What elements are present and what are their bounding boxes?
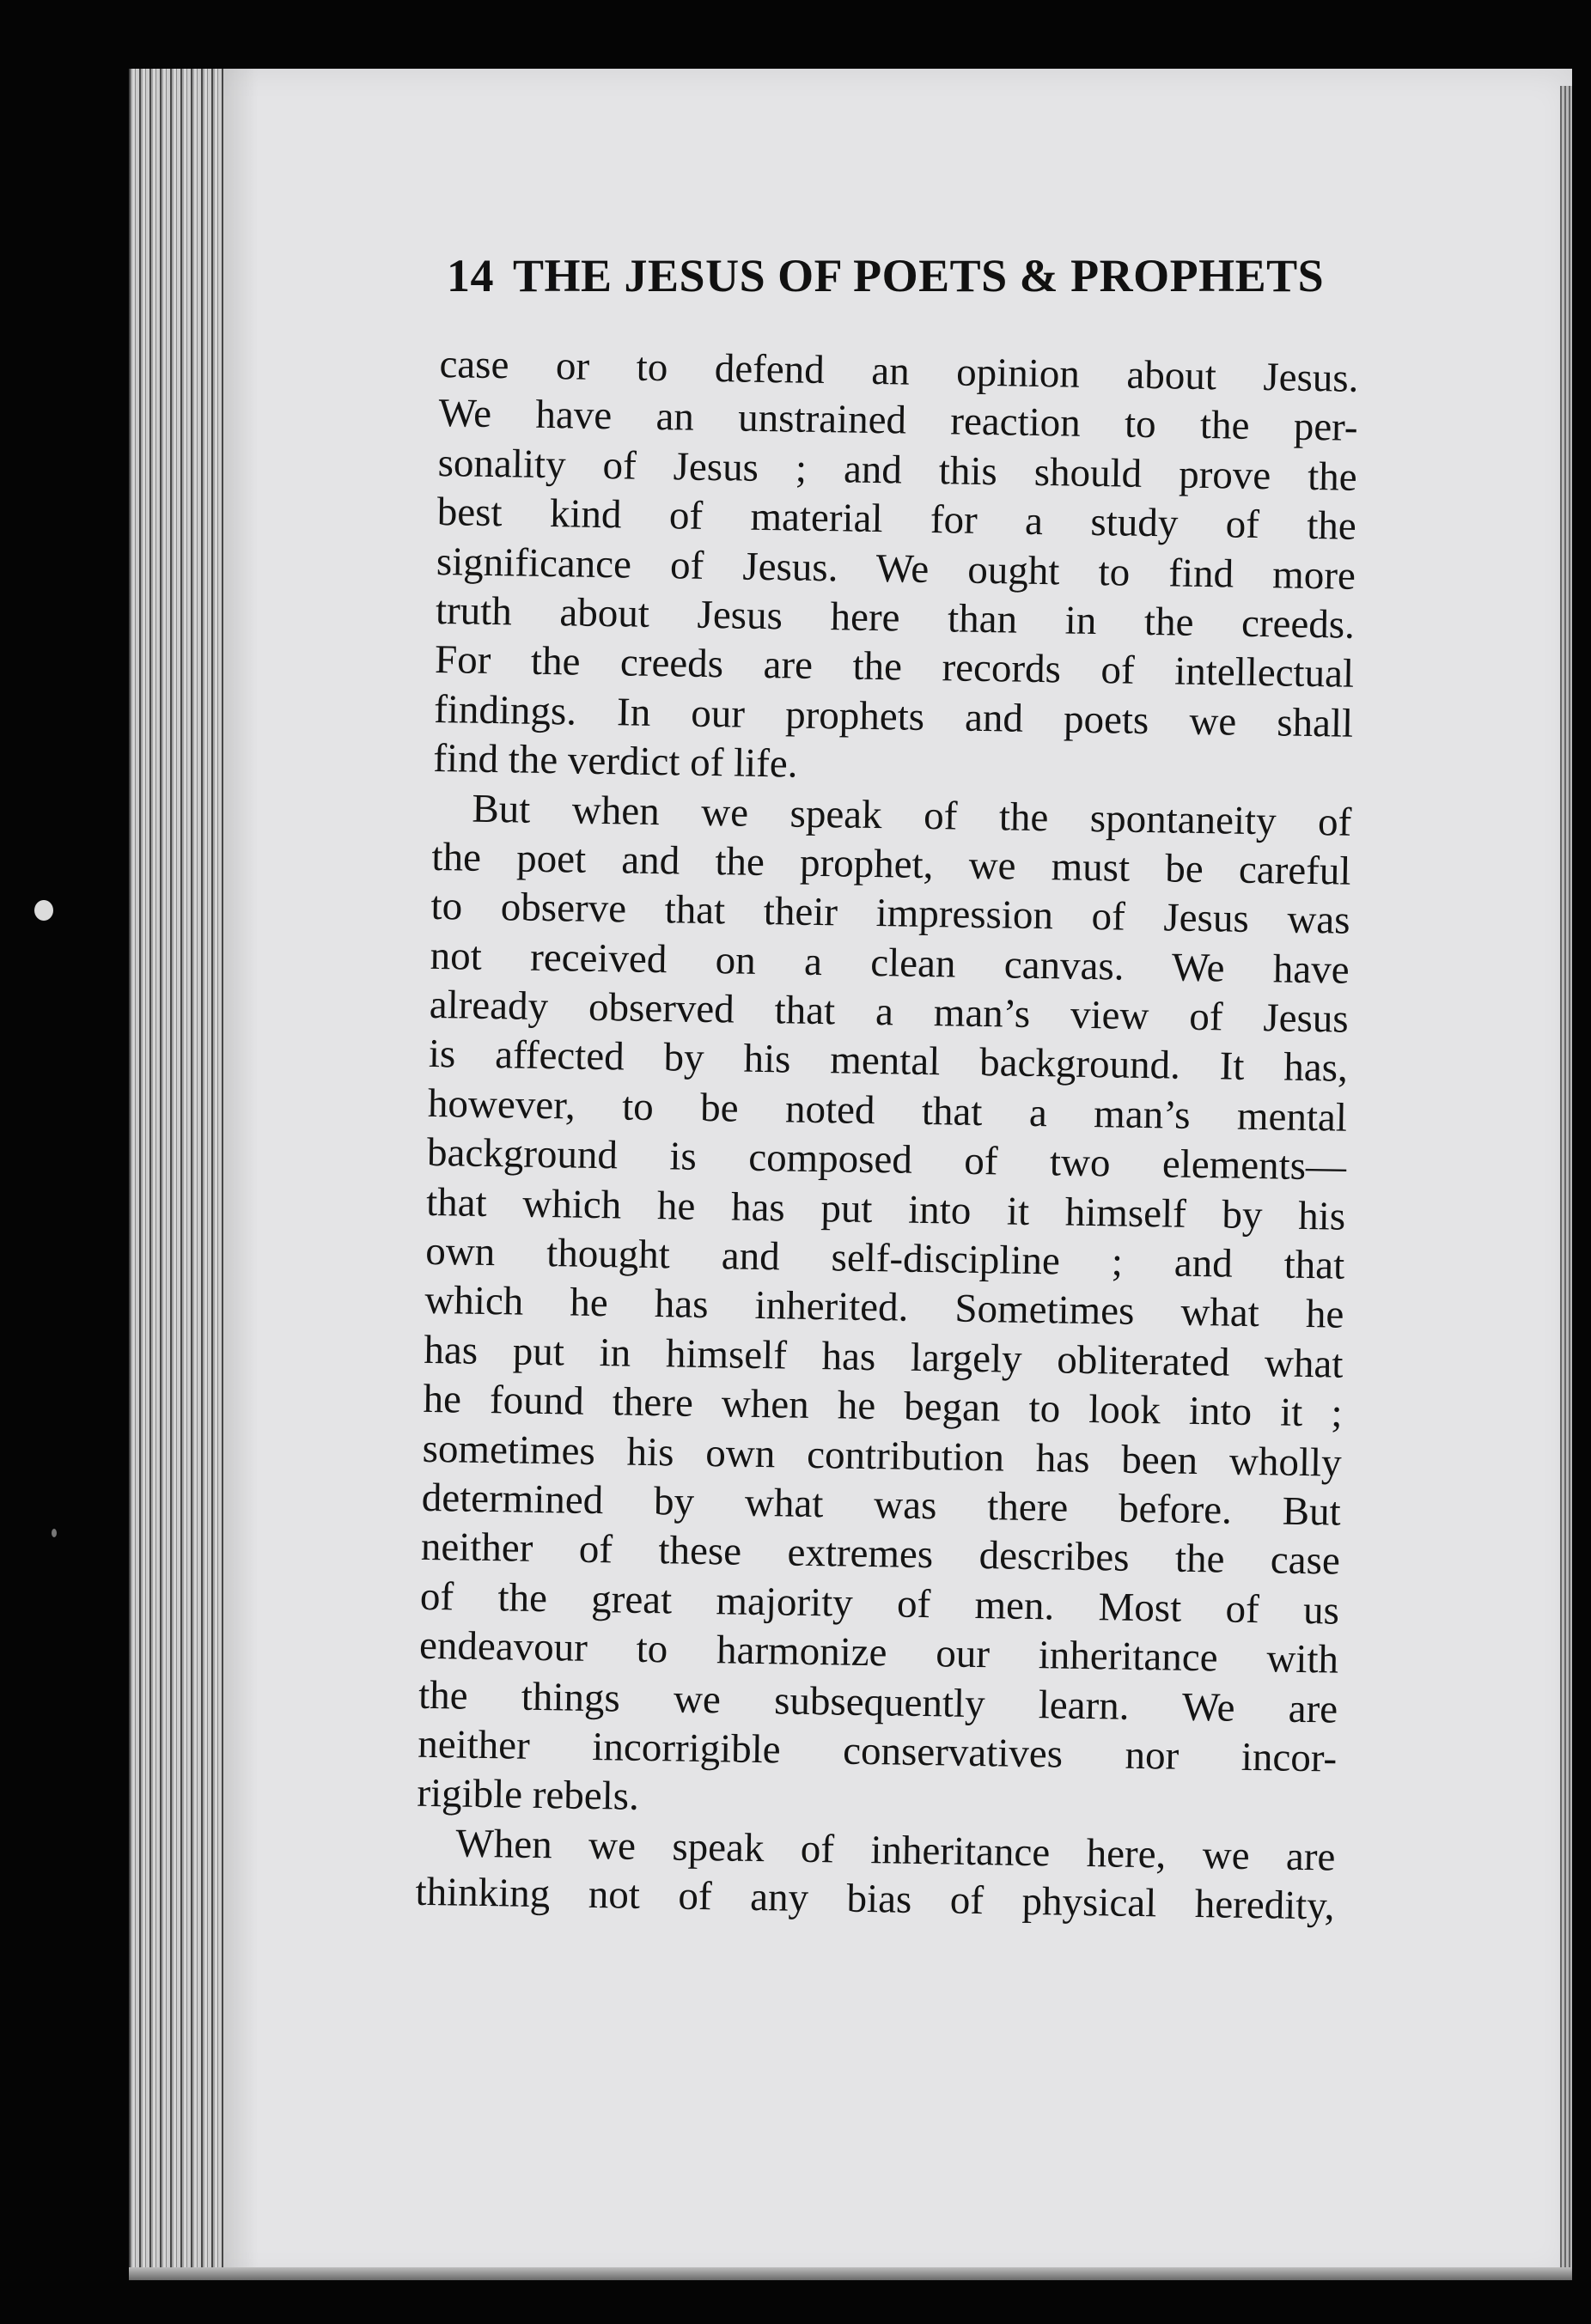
text-line: rigible rebels. xyxy=(417,1771,640,1820)
page-number: 14 xyxy=(447,250,494,301)
text-line: best kind of material for a study of the xyxy=(436,490,1357,549)
text-line: he found there when he began to look into it ; xyxy=(423,1377,1343,1436)
running-title: THE JESUS OF POETS & PROPHETS xyxy=(513,250,1325,301)
paragraph-1 xyxy=(433,340,1359,798)
paragraph-2 xyxy=(417,783,1352,1833)
text-line: of the great majority of men. Most of us xyxy=(419,1573,1340,1633)
text-line: For the creeds are the records of intellectual xyxy=(434,637,1355,697)
text-line: case or to defend an opinion about Jesus. xyxy=(439,341,1359,401)
text-line: endeavour to harmonize our inheritance with xyxy=(418,1622,1339,1682)
text-line: We have an unstrained reaction to the per- xyxy=(438,391,1358,451)
running-header xyxy=(447,249,1375,302)
body-text xyxy=(415,340,1359,1932)
text-line: however, to be noted that a man’s mental xyxy=(427,1080,1348,1141)
text-line: that which he has put into it himself by his xyxy=(425,1179,1346,1239)
text-line: already observed that a man’s view of Jesus xyxy=(429,982,1350,1042)
text-line: is affected by his mental background. It has, xyxy=(428,1031,1349,1092)
text-line: sonality of Jesus ; and this should prove the xyxy=(437,440,1358,500)
text-line: truth about Jesus here than in the creeds. xyxy=(435,587,1356,648)
text-line: not received on a clean canvas. We have xyxy=(430,933,1350,993)
text-line: the poet and the prophet, we must be careful xyxy=(431,834,1351,894)
text-line: the things we subsequently learn. We are xyxy=(418,1672,1338,1732)
text-line: findings. In our prophets and poets we shall xyxy=(433,686,1354,746)
scan-artifact-dot xyxy=(34,900,53,921)
page-edges-left xyxy=(129,69,223,2280)
text-line: which he has inherited. Sometimes what he xyxy=(424,1278,1344,1338)
page-edge-bottom xyxy=(129,2267,1572,2280)
text-line: neither of these extremes describes the case xyxy=(420,1524,1341,1585)
text-line: has put in himself has largely obliterated what xyxy=(424,1327,1344,1387)
text-line: neither incorrigible conservatives nor incor- xyxy=(417,1721,1338,1781)
text-line: significance of Jesus. We ought to find more xyxy=(436,538,1356,599)
text-line: determined by what was there before. But xyxy=(421,1475,1342,1535)
page-edge-right xyxy=(1560,86,1572,2267)
text-line: find the verdict of life. xyxy=(432,736,798,787)
text-line: thinking not of any bias of physical heredity, xyxy=(415,1869,1335,1929)
text-line: own thought and self-discipline ; and that xyxy=(424,1228,1345,1288)
text-line: sometimes his own contribution has been wholly xyxy=(422,1426,1343,1486)
text-line: background is composed of two elements— xyxy=(426,1130,1347,1189)
text-line: But when we speak of the spontaneity of xyxy=(472,786,1352,845)
text-line: to observe that their impression of Jesus was xyxy=(430,884,1350,944)
text-line: When we speak of inheritance here, we are xyxy=(455,1821,1336,1880)
scan-artifact-speck xyxy=(52,1529,57,1537)
paragraph-3 xyxy=(415,1819,1336,1932)
